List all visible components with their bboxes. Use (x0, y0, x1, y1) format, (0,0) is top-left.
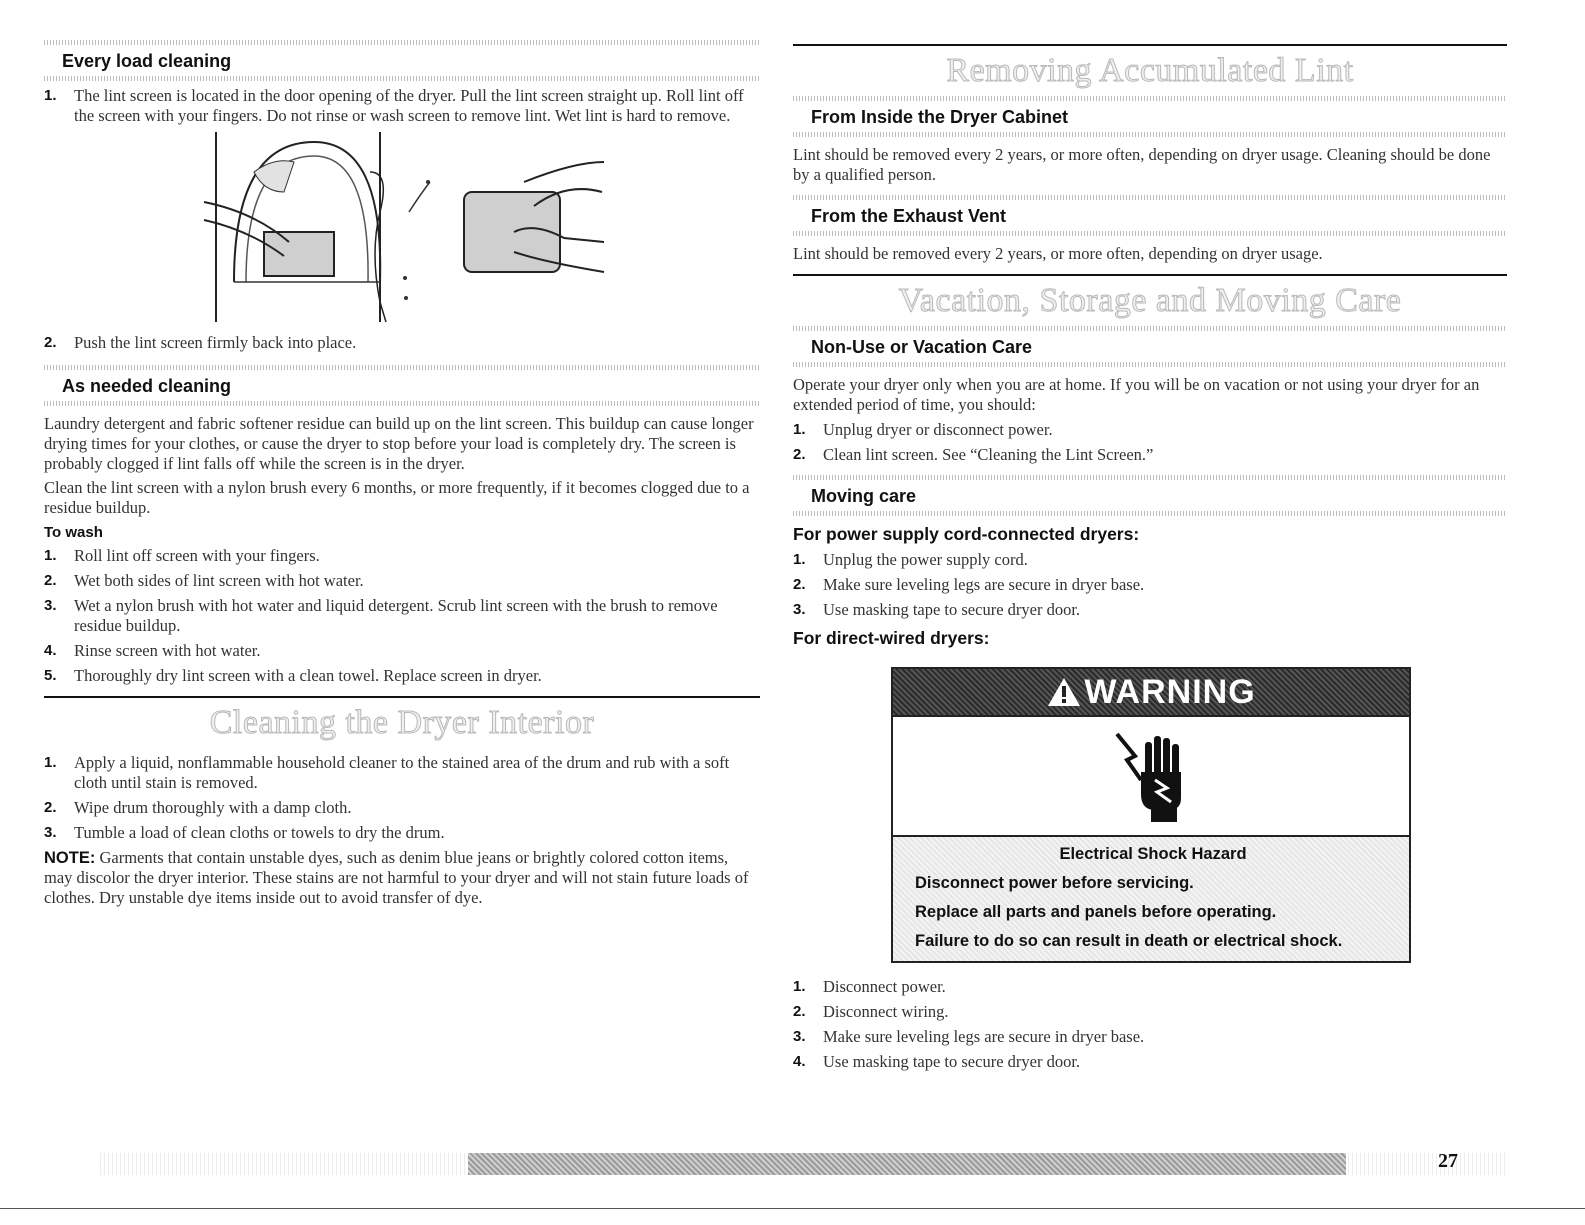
vacation-title: Vacation, Storage and Moving Care (898, 282, 1402, 319)
page-number: 27 (1438, 1150, 1458, 1172)
step-number: 4. (44, 642, 57, 659)
interior-note (44, 848, 760, 908)
warning-title: WARNING (1084, 672, 1256, 711)
step-number: 1. (793, 421, 806, 438)
list-item (793, 1052, 1507, 1072)
list-item (44, 86, 760, 126)
list-item (793, 575, 1507, 595)
step-text: Push the lint screen firmly back into place. (74, 333, 357, 352)
step-number: 1. (793, 978, 806, 995)
step-text: Wipe drum thoroughly with a damp cloth. (74, 798, 352, 817)
warning-text (893, 837, 1409, 961)
cord-steps (793, 550, 1507, 620)
to-wash-steps (44, 546, 760, 686)
shock-icon-row (893, 715, 1409, 837)
vent-text: Lint should be removed every 2 years, or more often, depending on dryer usage. (793, 244, 1323, 263)
step-number: 2. (793, 576, 806, 593)
cord-connected-heading: For power supply cord-connected dryers: (793, 524, 1140, 544)
list-item (44, 546, 760, 566)
step-number: 2. (793, 1003, 806, 1020)
vent-heading: From the Exhaust Vent (811, 206, 1007, 226)
list-item (793, 445, 1507, 465)
step-text: Apply a liquid, nonflammable household cleaner to the stained area of the drum and rub with a soft cloth until stain is removed. (74, 753, 730, 792)
section-rule (793, 511, 1507, 516)
step-text: Use masking tape to secure dryer door. (823, 1052, 1081, 1071)
list-item (793, 600, 1507, 620)
step-text: Use masking tape to secure dryer door. (823, 600, 1081, 619)
as-needed-heading: As needed cleaning (62, 376, 232, 396)
section-rule (44, 76, 760, 81)
section-rule (793, 362, 1507, 367)
hazard-title: Electrical Shock Hazard (1059, 845, 1247, 863)
list-item (793, 977, 1507, 997)
list-item (793, 1002, 1507, 1022)
cabinet-heading: From Inside the Dryer Cabinet (811, 107, 1069, 127)
list-item (44, 823, 760, 843)
list-item (44, 641, 760, 661)
list-item (44, 753, 760, 793)
step-number: 3. (44, 597, 57, 614)
list-item (793, 550, 1507, 570)
list-item (793, 420, 1507, 440)
interior-title: Cleaning the Dryer Interior (209, 704, 595, 741)
step-text: Disconnect power. (823, 977, 946, 996)
electric-shock-hand-icon (1111, 728, 1191, 824)
list-item (44, 666, 760, 686)
note-text: Garments that contain unstable dyes, such as denim blue jeans or brightly colored cotton items, may discolor the dryer interior. These stains are not harmful to your dryer and will not stain future loads of clothes. Dry unstable dye items inside out to avoid transfer of dye. (44, 848, 749, 907)
step-text: Unplug dryer or disconnect power. (823, 420, 1053, 439)
step-text: Make sure leveling legs are secure in dryer base. (823, 575, 1145, 594)
step-text: The lint screen is located in the door opening of the dryer. Pull the lint screen straight up. Roll lint off the screen with your fingers. Do not rinse or wash screen to remove lint. Wet lint is hard to remove. (74, 86, 744, 125)
list-item (793, 1027, 1507, 1047)
step-number: 3. (44, 824, 57, 841)
step-number: 3. (793, 1028, 806, 1045)
to-wash-heading: To wash (44, 524, 103, 541)
step-number: 3. (793, 601, 806, 618)
wired-steps (793, 977, 1507, 1072)
lint-screen-drawing (194, 132, 654, 328)
step-number: 1. (44, 87, 57, 104)
every-load-steps-continued (44, 333, 760, 353)
step-text: Rinse screen with hot water. (74, 641, 261, 660)
step-text: Roll lint off screen with your fingers. (74, 546, 320, 565)
warning-triangle-icon (1046, 676, 1082, 708)
step-number: 1. (44, 754, 57, 771)
as-needed-paragraph-2: Clean the lint screen with a nylon brush every 6 months, or more frequently, if it becomes clogged due to a residue buildup. (44, 478, 750, 517)
step-number: 1. (44, 547, 57, 564)
moving-heading: Moving care (811, 486, 917, 506)
section-rule (44, 401, 760, 406)
section-rule (793, 231, 1507, 236)
step-text: Make sure leveling legs are secure in dryer base. (823, 1027, 1145, 1046)
every-load-heading: Every load cleaning (62, 51, 232, 71)
right-column (793, 40, 1507, 1077)
warning-line: Failure to do so can result in death or electrical shock. (915, 932, 1343, 950)
cabinet-text: Lint should be removed every 2 years, or more often, depending on dryer usage. Cleaning should be done by a qualified person. (793, 145, 1491, 184)
list-item (44, 571, 760, 591)
step-number: 1. (793, 551, 806, 568)
step-number: 5. (44, 667, 57, 684)
as-needed-paragraph-1: Laundry detergent and fabric softener residue can build up on the lint screen. This buildup can cause longer drying times for your clothes, or cause the dryer to stop before your load is completely dry. The screen is probably clogged if lint falls off while the screen is in the dryer. (44, 414, 754, 473)
step-text: Unplug the power supply cord. (823, 550, 1028, 569)
nonuse-heading: Non-Use or Vacation Care (811, 337, 1033, 357)
lint-screen-illustration (44, 132, 760, 328)
lint-title: Removing Accumulated Lint (946, 52, 1354, 89)
note-label: NOTE: (44, 849, 96, 867)
section-rule (793, 132, 1507, 137)
step-text: Thoroughly dry lint screen with a clean towel. Replace screen in dryer. (74, 666, 542, 685)
step-text: Clean lint screen. See “Cleaning the Lint Screen.” (823, 445, 1154, 464)
step-text: Wet both sides of lint screen with hot water. (74, 571, 364, 590)
step-number: 4. (793, 1053, 806, 1070)
warning-line: Replace all parts and panels before operating. (915, 903, 1277, 921)
direct-wired-heading: For direct-wired dryers: (793, 628, 990, 648)
list-item (44, 798, 760, 818)
left-column (44, 40, 760, 912)
warning-box (891, 667, 1411, 963)
step-number: 2. (44, 572, 57, 589)
footer-band-dark (468, 1153, 1346, 1175)
list-item (44, 596, 760, 636)
warning-banner (893, 669, 1409, 715)
nonuse-text: Operate your dryer only when you are at home. If you will be on vacation or not using your dryer for an extended period of time, you should: (793, 375, 1480, 414)
step-text: Tumble a load of clean cloths or towels to dry the drum. (74, 823, 445, 842)
bottom-rule (0, 1208, 1585, 1209)
step-text: Disconnect wiring. (823, 1002, 949, 1021)
list-item (44, 333, 760, 353)
step-number: 2. (44, 799, 57, 816)
interior-steps (44, 753, 760, 843)
every-load-steps (44, 86, 760, 126)
nonuse-steps (793, 420, 1507, 465)
step-number: 2. (44, 334, 57, 351)
step-number: 2. (793, 446, 806, 463)
step-text: Wet a nylon brush with hot water and liquid detergent. Scrub lint screen with the brush to remove residue buildup. (74, 596, 718, 635)
warning-line: Disconnect power before servicing. (915, 874, 1194, 892)
